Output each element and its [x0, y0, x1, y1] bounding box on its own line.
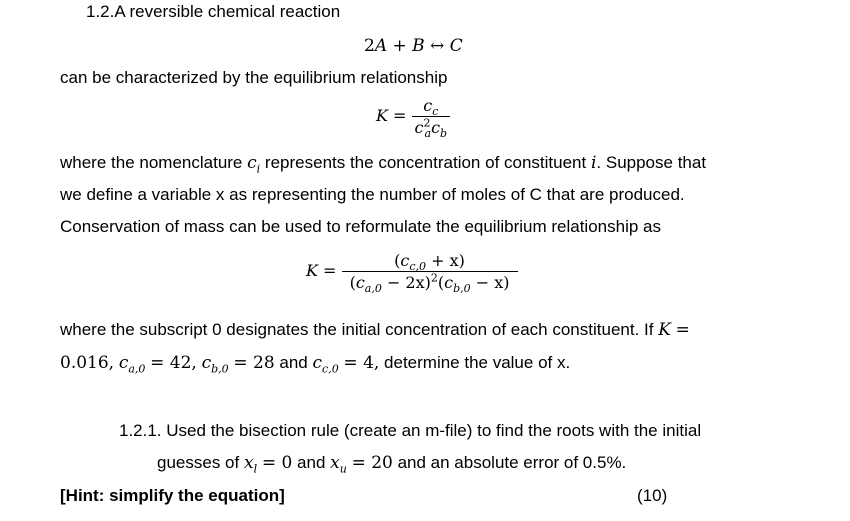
paragraph-equilibrium-intro: can be characterized by the equilibrium relationship: [60, 68, 448, 87]
reversible-arrow-icon: ↔: [430, 36, 445, 56]
reformulated-denominator: $(c_{a,0} - 2x)^2(c_{b,0} - x)$: [349, 271, 510, 296]
section-heading: [86, 2, 340, 22]
marks-label: (10): [637, 486, 668, 505]
hint-text: [Hint: simplify the equation]: [60, 486, 285, 505]
paragraph-initial-conditions-line2: 0.016, $c_{a,0} = 42$, $c_{b,0} = 28$ and $c_{c,0} = 4$, determine the value of x.: [60, 353, 571, 376]
reaction-equation: 2A + B ↔ C: [364, 36, 463, 56]
fraction-numerator: $c_c$: [412, 96, 451, 117]
reformulated-fraction: [342, 251, 518, 296]
paragraph-nomenclature-line2: we define a variable x as representing the number of moles of C that are produced.: [60, 185, 685, 204]
inline-ci: $c_i$: [247, 153, 261, 176]
equilibrium-equation: K = $\frac{c_c}{c^2_ac_b}$: [376, 96, 450, 137]
paragraph-nomenclature-line1: where the nomenclature $c_i$ represents the concentration of constituent i. Suppose that: [60, 153, 707, 176]
task-line1: 1.2.1. Used the bisection rule (create an m-file) to find the roots with the initial: [119, 421, 702, 440]
reformulated-equation: K = $\frac{(c_{c,0} + x)}{(c_{a,0} - 2x)^2(c_{b,0} - x)}$: [306, 251, 518, 292]
task-line2: guesses of $x_l = 0$ and $x_u = 20$ and an absolute error of 0.5%.: [157, 453, 627, 476]
reformulated-numerator: $(c_{c,0} + x)$: [342, 251, 518, 272]
section-title: A reversible chemical reaction: [114, 2, 341, 21]
paragraph-initial-conditions-line1: where the subscript 0 designates the initial concentration of each constituent. If K =: [60, 320, 690, 340]
fraction-denominator: $c^2_ac_b$: [414, 116, 448, 141]
paragraph-nomenclature-line3: Conservation of mass can be used to reformulate the equilibrium relationship as: [60, 217, 661, 236]
section-number: 1.2.: [86, 2, 115, 21]
task-number: 1.2.1.: [119, 421, 162, 440]
